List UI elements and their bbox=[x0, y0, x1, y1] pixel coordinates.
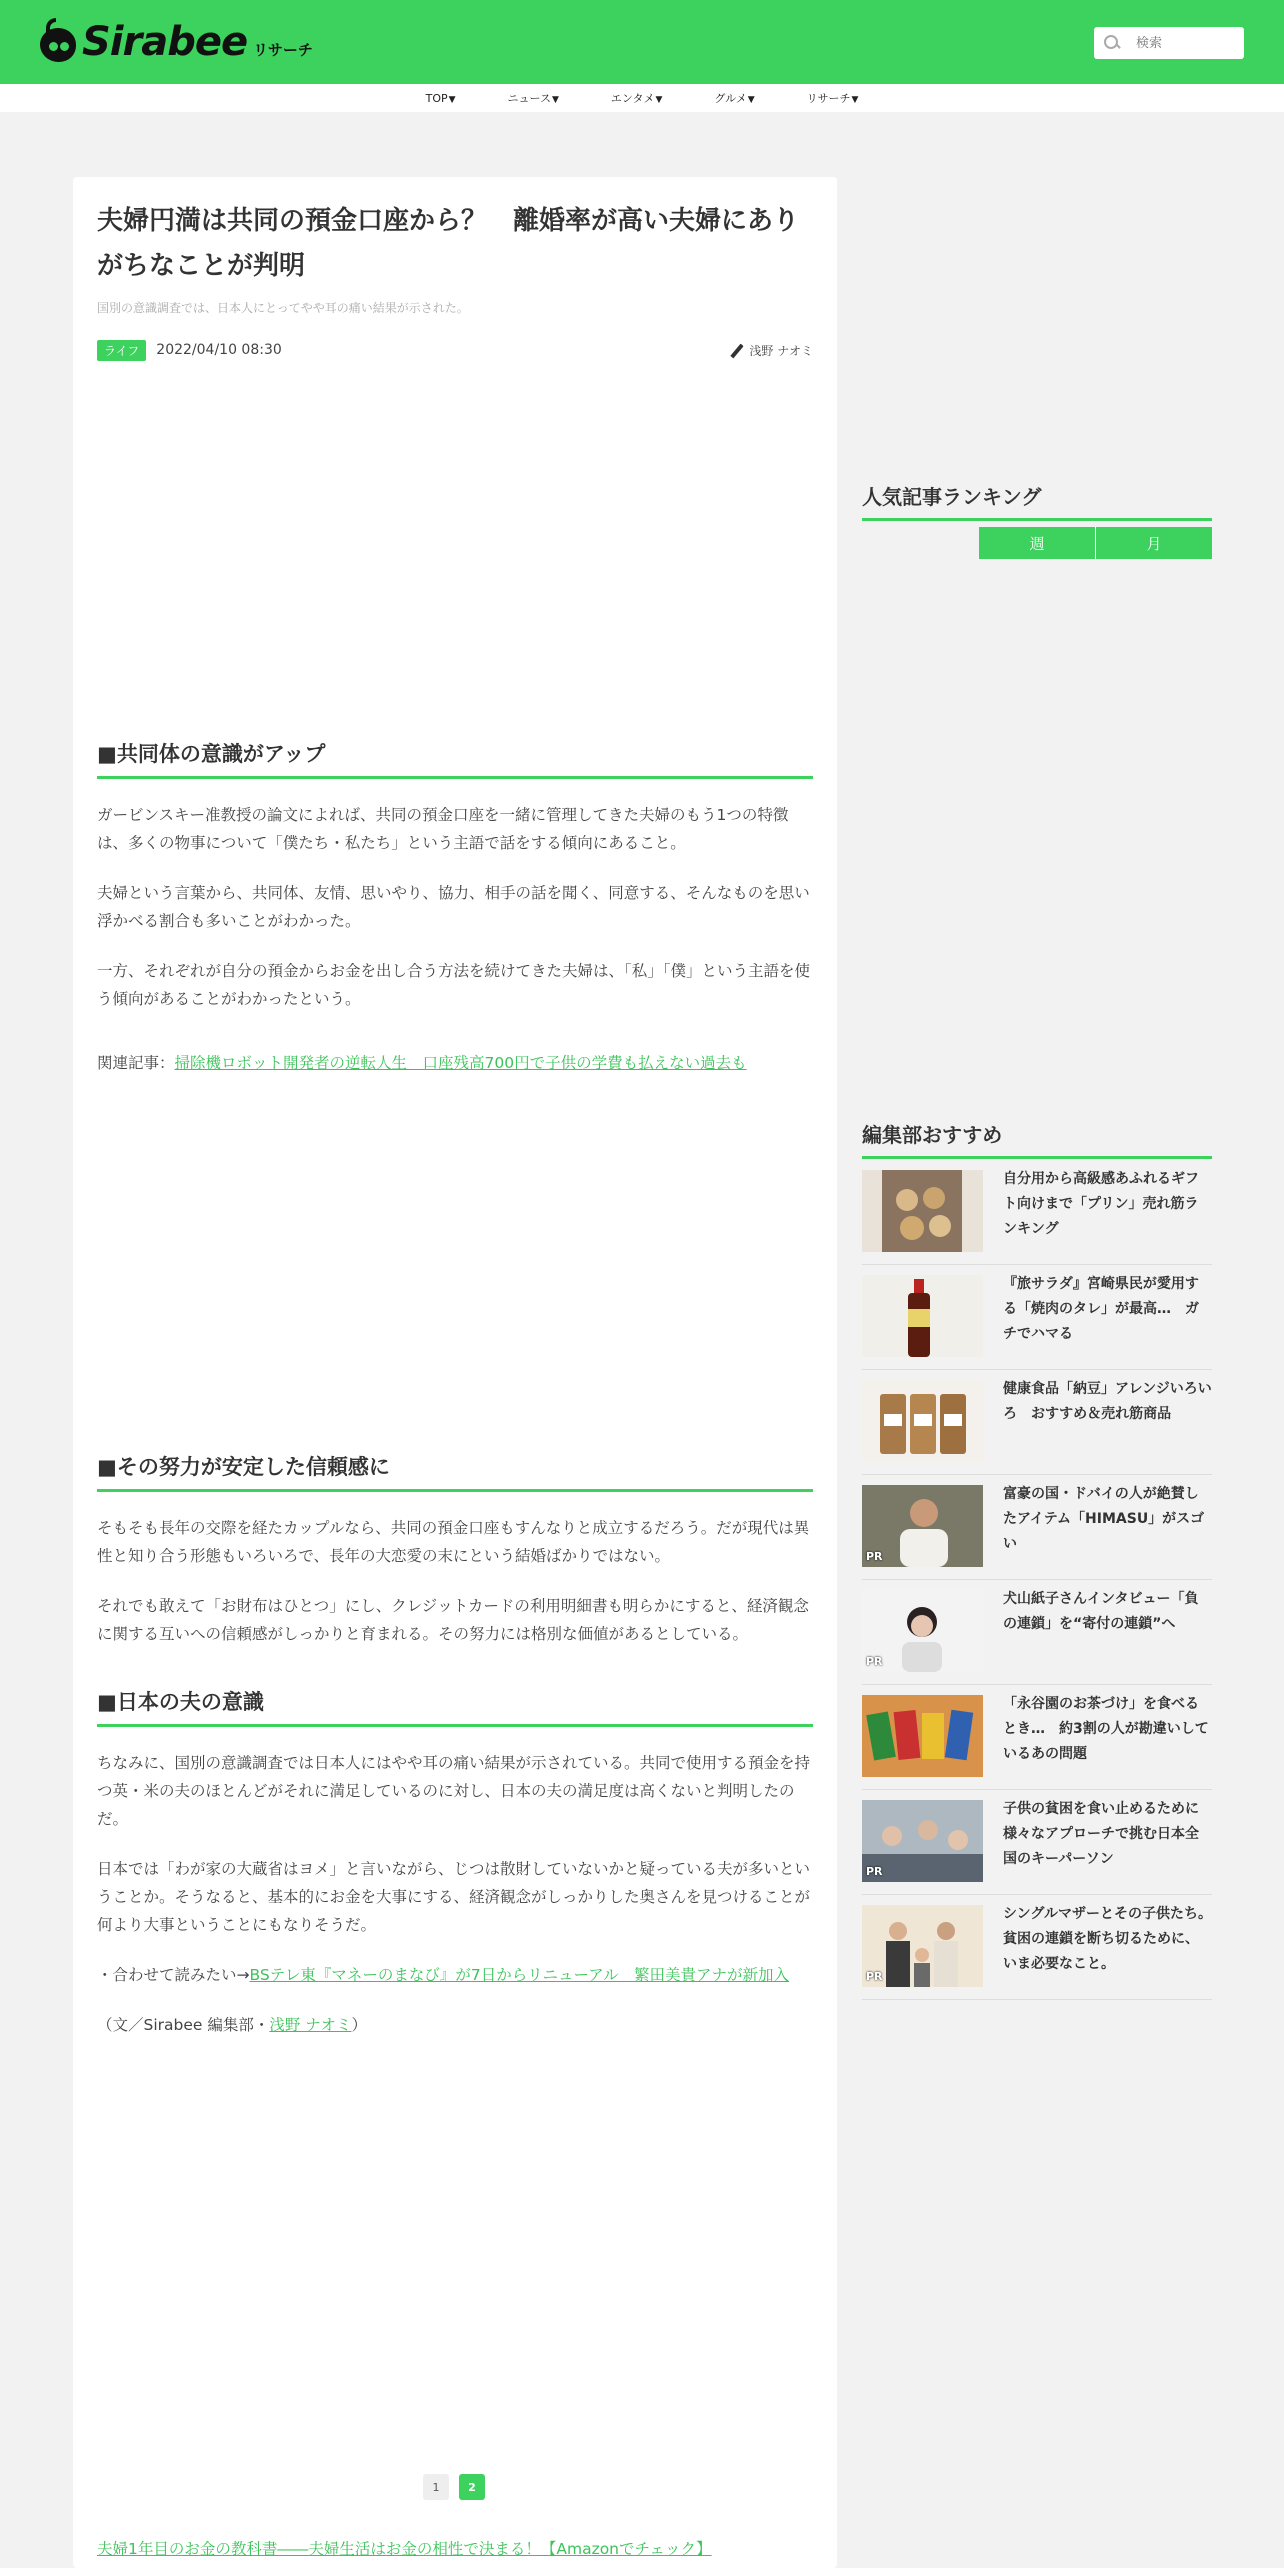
nav-item-news[interactable]: ニュース ▼ bbox=[508, 90, 559, 106]
thumbnail-image[interactable] bbox=[862, 1485, 983, 1567]
recommend-title-text: 自分用から高級感あふれるギフト向けまで「プリン」売れ筋ランキング bbox=[1003, 1171, 1199, 1237]
recommend-list bbox=[862, 1160, 1212, 2000]
recommend-title-text: 『旅サラダ』宮崎県民が愛用する「焼肉のタレ」が最高… ガチでハマる bbox=[1003, 1276, 1199, 1342]
recommend-title-text: 富豪の国・ドバイの人が絶賛したアイテム「HIMASU」がスゴい bbox=[1003, 1486, 1205, 1552]
read-also-prefix: ・合わせて読みたい→ bbox=[97, 1966, 250, 1984]
paragraph: それでも敢えて「お財布はひとつ」にし、クレジットカードの利用明細書も明らかにすると、経済観念に関する互いへの信頼感がしっかりと育まれる。その努力には格別な価値があるとしている。 bbox=[97, 1597, 809, 1643]
paragraph: そもそも長年の交際を経たカップルなら、共同の預金口座もすんなりと成立するだろう。だが現代は異性と知り合う形態もいろいろで、長年の大恋愛の末にという結婚ばかりではない。 bbox=[97, 1519, 810, 1565]
thumbnail-image[interactable] bbox=[862, 1170, 983, 1252]
related-article bbox=[97, 1051, 813, 1073]
amazon-book-link[interactable]: 夫婦1年目のお金の教科書――夫婦生活はお金の相性で決まる！【Amazonでチェック】 bbox=[97, 2540, 712, 2558]
nav-item-research[interactable]: リサーチ ▼ bbox=[807, 90, 859, 106]
list-item[interactable] bbox=[862, 1475, 1212, 1580]
recommend-title-text: 健康食品「納豆」アレンジいろいろ おすすめ＆売れ筋商品 bbox=[1003, 1381, 1212, 1422]
pr-label: PR bbox=[866, 1655, 883, 1668]
pagination bbox=[423, 2474, 495, 2500]
logo-subtitle: リサーチ bbox=[253, 41, 313, 59]
section-heading: ■共同体の意識がアップ bbox=[97, 738, 813, 779]
recommend-title-text: 犬山紙子さんインタビュー「負の連鎖」を“寄付の連鎖”へ bbox=[1003, 1591, 1199, 1632]
search-box[interactable] bbox=[1094, 27, 1244, 59]
tab-month[interactable]: 月 bbox=[1095, 527, 1212, 559]
recommend-title-text: シングルマザーとその子供たち。貧困の連鎖を断ち切るために、いま必要なこと。 bbox=[1003, 1906, 1212, 1972]
related-prefix: 関連記事： bbox=[97, 1054, 175, 1072]
article-meta bbox=[97, 340, 813, 360]
tab-week[interactable]: 週 bbox=[979, 527, 1095, 559]
paragraph: ガービンスキー准教授の論文によれば、共同の預金口座を一緒に管理してきた夫婦のもう1つの特徴は、多くの物事について「僕たち・私たち」という主語で話をする傾向にあること。 bbox=[97, 806, 789, 852]
article-credit bbox=[97, 2011, 813, 2039]
article-card bbox=[73, 177, 837, 2568]
read-also bbox=[97, 1961, 813, 1989]
paragraph: 一方、それぞれが自分の預金からお金を出し合う方法を続けてきた夫婦は、「私」「僕」という主語を使う傾向があることがわかったという。 bbox=[97, 962, 811, 1008]
site-logo[interactable] bbox=[38, 18, 313, 64]
list-item[interactable] bbox=[862, 1790, 1212, 1895]
thumbnail-image[interactable] bbox=[862, 1275, 983, 1357]
list-item[interactable] bbox=[862, 1160, 1212, 1265]
section-heading: ■その努力が安定した信頼感に bbox=[97, 1451, 813, 1492]
paragraph: 日本では「わが家の大蔵省はヨメ」と言いながら、じつは散財していないかと疑っている夫が多いということか。そうなると、基本的にお金を大事にする、経済観念がしっかりした奥さんを見つけることが何より大事ということにもなりそうだ。 bbox=[97, 1860, 811, 1934]
recommend-title-text: 子供の貧困を食い止めるために様々なアプローチで挑む日本全国のキーパーソン bbox=[1003, 1801, 1199, 1867]
section-heading: ■日本の夫の意識 bbox=[97, 1686, 813, 1727]
logo-text: Sirabee bbox=[82, 19, 248, 65]
ranking-tabs bbox=[979, 527, 1212, 559]
list-item[interactable] bbox=[862, 1685, 1212, 1790]
pr-label: PR bbox=[866, 1550, 883, 1563]
nav-item-gourmet[interactable]: グルメ ▼ bbox=[714, 90, 754, 106]
paragraph: 夫婦という言葉から、共同体、友情、思いやり、協力、相手の話を聞く、同意する、そんなものを思い浮かべる割合も多いことがわかった。 bbox=[97, 884, 810, 930]
list-item[interactable] bbox=[862, 1265, 1212, 1370]
author-byline[interactable] bbox=[735, 342, 813, 359]
thumbnail-image[interactable] bbox=[862, 1380, 983, 1462]
ad-placeholder bbox=[97, 360, 813, 738]
category-badge[interactable]: ライフ bbox=[97, 340, 146, 361]
related-article-link[interactable]: 掃除機ロボット開発者の逆転人生 口座残高700円で子供の学費も払えない過去も bbox=[174, 1054, 747, 1072]
pen-icon bbox=[731, 343, 744, 358]
recommend-title: 編集部おすすめ bbox=[862, 1119, 1212, 1159]
thumbnail-image[interactable] bbox=[862, 1905, 983, 1987]
ad-placeholder bbox=[97, 1073, 813, 1451]
list-item[interactable] bbox=[862, 1370, 1212, 1475]
article-lead: 国別の意識調査では、日本人にとってやや耳の痛い結果が示された。 bbox=[97, 301, 469, 315]
pr-label: PR bbox=[866, 1865, 883, 1878]
credit-prefix: （文／Sirabee 編集部・ bbox=[97, 2016, 270, 2034]
search-input[interactable] bbox=[1136, 36, 1236, 51]
credit-author-link[interactable]: 浅野 ナオミ bbox=[269, 2016, 352, 2034]
main-nav bbox=[0, 84, 1284, 112]
search-icon[interactable] bbox=[1104, 35, 1120, 51]
ranking-title: 人気記事ランキング bbox=[862, 481, 1212, 521]
article-title: 夫婦円満は共同の預金口座から？ 離婚率が高い夫婦にありがちなことが判明 bbox=[97, 206, 800, 281]
author-name: 浅野 ナオミ bbox=[749, 344, 813, 358]
thumbnail-image[interactable] bbox=[862, 1695, 983, 1777]
pr-label: PR bbox=[866, 1970, 883, 1983]
site-header bbox=[0, 0, 1284, 84]
page-1-button[interactable]: 1 bbox=[423, 2474, 449, 2500]
nav-item-top[interactable]: TOP ▼ bbox=[426, 92, 456, 105]
paragraph: ちなみに、国別の意識調査では日本人にはやや耳の痛い結果が示されている。共同で使用する預金を持つ英・米の夫のほとんどがそれに満足しているのに対し、日本の夫の満足度は高くないと判明したのだ。 bbox=[97, 1754, 811, 1828]
read-also-link[interactable]: BSテレ東『マネーのまなび』が7日からリニューアル 繁田美貴アナが新加入 bbox=[249, 1966, 790, 1984]
list-item[interactable] bbox=[862, 1580, 1212, 1685]
thumbnail-image[interactable] bbox=[862, 1800, 983, 1882]
page-2-button[interactable]: 2 bbox=[459, 2474, 485, 2500]
recommend-title-text: 「永谷園のお茶づけ」を食べるとき… 約3割の人が勘違いしているあの問題 bbox=[1003, 1696, 1209, 1762]
publish-date: 2022/04/10 08:30 bbox=[156, 342, 282, 358]
list-item[interactable] bbox=[862, 1895, 1212, 2000]
thumbnail-image[interactable] bbox=[862, 1590, 983, 1672]
logo-mascot-icon bbox=[38, 18, 78, 64]
credit-suffix: ） bbox=[351, 2016, 367, 2034]
nav-item-entertainment[interactable]: エンタメ ▼ bbox=[611, 90, 662, 106]
